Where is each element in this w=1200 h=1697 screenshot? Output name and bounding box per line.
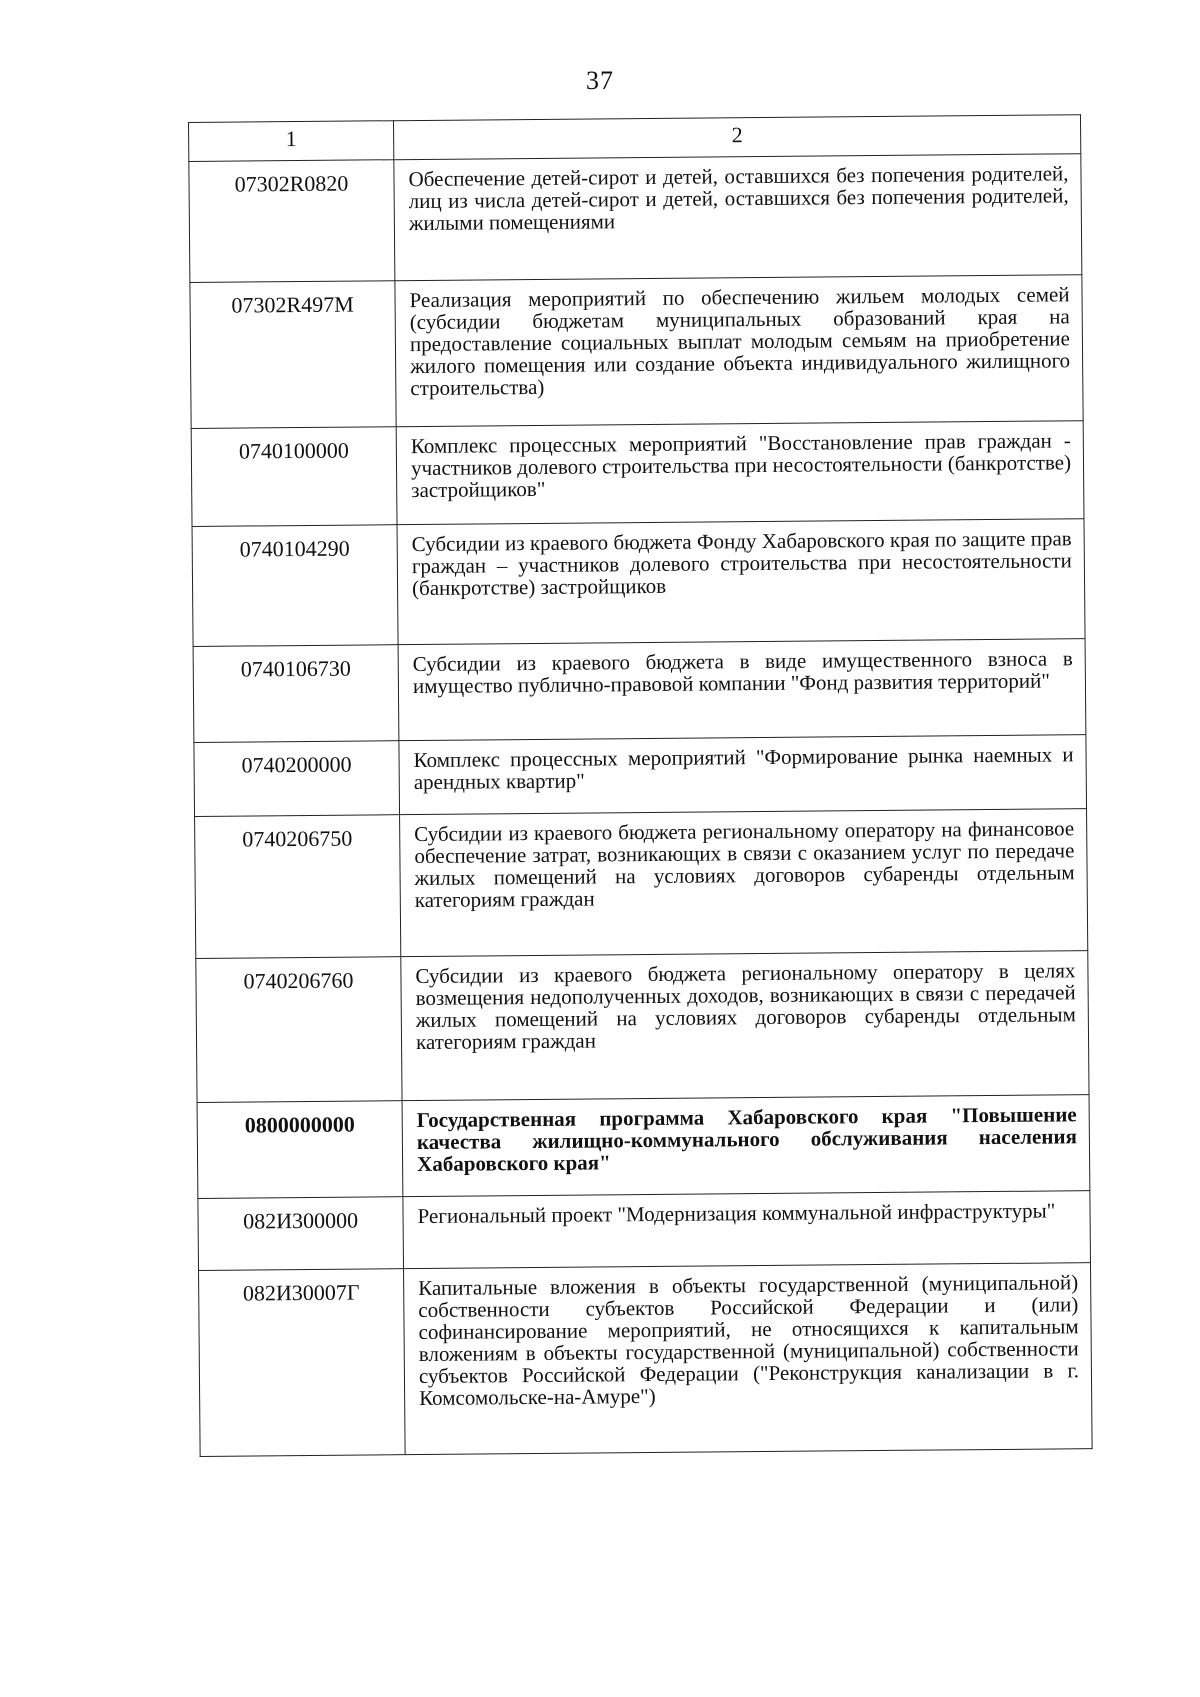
document-table — [188, 114, 1093, 1457]
row-code: 0740106730 — [193, 645, 399, 743]
row-code: 07302R497M — [190, 281, 396, 429]
row-description: Комплекс процессных мероприятий "Восстановление прав граждан - участников долевого строительства при несостоятельности (банкротстве) застройщиков" — [396, 421, 1084, 525]
row-code: 0740104290 — [192, 525, 398, 647]
row-code: 0800000000 — [197, 1101, 403, 1199]
column-header-1: 1 — [189, 121, 394, 162]
row-code: 0740200000 — [194, 741, 400, 817]
table-row — [190, 275, 1083, 429]
row-description: Региональный проект "Модернизация коммунальной инфраструктуры" — [403, 1191, 1091, 1269]
table-row — [196, 951, 1089, 1103]
row-description: Капитальные вложения в объекты государственной (муниципальной) собственности субъектов Российской Федерации и (или) софинансирование мероприятий, не относящихся к капитальным вложениям в объекты государственной (муниципальной) собственности субъектов Российской Федерации ("Реконструкция канализации в г. Комсомольске-на-Амуре") — [404, 1263, 1093, 1455]
row-description: Субсидии из краевого бюджета Фонду Хабаровского края по защите прав граждан – участников долевого строительства при несостоятельности (банкротстве) застройщиков — [397, 519, 1085, 645]
row-description: Субсидии из краевого бюджета региональному оператору в целях возмещения недополученных доходов, возникающих в связи с передачей жилых помещений на условиях договоров субаренды отдельным категориям граждан — [401, 951, 1089, 1101]
page-number: 37 — [586, 66, 614, 95]
row-description: Обеспечение детей-сирот и детей, оставшихся без попечения родителей, лиц из числа детей-сирот и детей, оставшихся без попечения родителей, жилыми помещениями — [394, 154, 1082, 281]
row-code: 0740206750 — [195, 815, 401, 959]
table-row — [198, 1191, 1091, 1271]
table-row — [189, 154, 1082, 283]
row-code: 0740206760 — [196, 957, 402, 1103]
row-code: 082И30007Г — [199, 1269, 406, 1457]
table-row — [193, 639, 1086, 743]
table-row-program — [197, 1095, 1090, 1199]
table-row — [199, 1263, 1093, 1457]
row-description: Государственная программа Хабаровского края "Повышение качества жилищно-коммунального обслуживания населения Хабаровского края" — [402, 1095, 1090, 1197]
row-description: Субсидии из краевого бюджета региональному оператору на финансовое обеспечение затрат, возникающих в связи с оказанием услуг по передаче жилых помещений на условиях договоров субаренды отдельным категориям граждан — [400, 809, 1088, 957]
row-description: Комплекс процессных мероприятий "Формирование рынка наемных и арендных квартир" — [399, 735, 1087, 815]
table-row — [192, 519, 1085, 647]
row-description: Реализация мероприятий по обеспечению жильем молодых семей (субсидии бюджетам муниципальных образований края на предоставление социальных выплат молодым семьям на приобретение жилого помещения или создание объекта индивидуального жилищного строительства) — [395, 275, 1083, 427]
table-row — [195, 809, 1088, 959]
document-table-container — [188, 114, 1092, 1457]
column-header-2: 2 — [393, 115, 1080, 160]
table-row — [191, 421, 1084, 527]
row-description: Субсидии из краевого бюджета в виде имущественного взноса в имущество публично-правовой компании "Фонд развития территорий" — [398, 639, 1086, 741]
row-code: 082И300000 — [198, 1197, 404, 1271]
row-code: 07302R0820 — [189, 160, 395, 283]
table-row — [194, 735, 1087, 817]
row-code: 0740100000 — [191, 427, 397, 527]
